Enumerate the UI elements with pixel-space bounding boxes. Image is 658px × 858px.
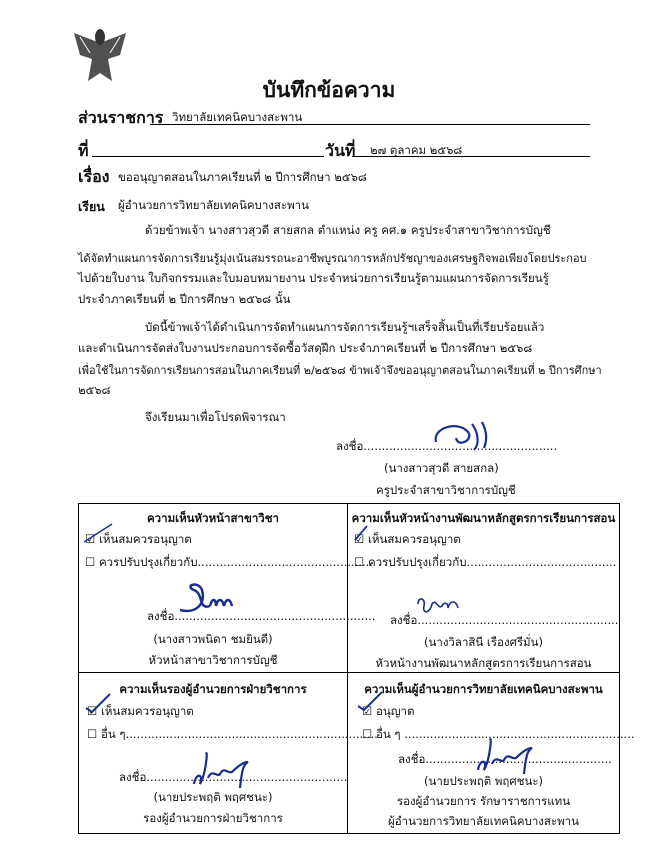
body-line: ประจำภาคเรียนที่ ๒ ปีการศึกษา ๒๕๖๘ นั้น <box>78 292 291 306</box>
sign-line: ลงชื่อ....................................................... <box>119 770 348 784</box>
approve-checkbox[interactable]: ☑ เห็นสมควรอนุญาต <box>85 532 192 546</box>
check-mark-icon <box>352 524 372 544</box>
signer-name: (นางวิลาสินี เรืองศรีมั่น) <box>424 635 543 649</box>
subject-label: เรื่อง <box>78 167 110 186</box>
date-label: วันที่ <box>325 141 356 160</box>
body-line: จึงเรียนมาเพื่อโปรดพิจารณา <box>145 410 286 424</box>
signer-position: ครูประจำสาขาวิชาการบัญชี <box>376 483 516 497</box>
body-line: บัดนี้ข้าพเจ้าได้ดำเนินการจัดทำแผนการจัดการเรียนรู้ฯเสร็จสิ้นเป็นที่เรียบร้อยแล้ว <box>145 320 545 334</box>
signature-image <box>414 594 464 618</box>
body-line: ๒๕๖๘ <box>78 383 111 397</box>
to-label: เรียน <box>78 199 105 214</box>
opinion-title: ความเห็นหัวหน้าสาขาวิชา <box>146 511 279 525</box>
sign-line: ลงชื่อ................................................... <box>398 752 612 766</box>
body-line: และดำเนินการจัดส่งใบงานประกอบการจัดซื้อวัสดุฝึก ประจำภาคเรียนที่ ๒ ปีการศึกษา ๒๕๖๘ <box>78 341 533 355</box>
other-checkbox[interactable]: ☐ อื่น ๆ..................................................................... <box>87 727 378 741</box>
other-checkbox[interactable]: ☐ อื่น ๆ ............................................................... <box>362 727 635 741</box>
body-line: เพื่อใช้ในการจัดการเรียนการสอนในภาคเรียนที่ ๒/๒๕๖๘ ข้าพเจ้าจึงขออนุญาตสอนในภาคเรียนที่ ๒ ปีการศึกษา <box>78 364 602 377</box>
signer-position-2: ผู้อำนวยการวิทยาลัยเทคนิคบางสะพาน <box>387 814 579 828</box>
check-mark-icon <box>84 692 114 716</box>
sign-line: ลงชื่อ....................................................... <box>390 613 619 627</box>
body-line: ไปด้วยใบงาน ใบกิจกรรมและใบมอบหมายงาน ประจำหน่วยการเรียนรู้ตามแผนการจัดการเรียนรู้ <box>78 271 549 285</box>
check-mark-icon <box>82 522 122 544</box>
body-line: ด้วยข้าพเจ้า นางสาวสุวดี สายสกล ตำแหน่ง ครู คศ.๑ ครูประจำสาขาวิชาการบัญชี <box>145 223 551 237</box>
sign-line: ลงชื่อ....................................................... <box>147 609 376 623</box>
opinion-title: ความเห็นรองผู้อำนวยการฝ่ายวิชาการ <box>119 682 307 696</box>
improve-checkbox[interactable]: ☐ ควรปรับปรุงเกี่ยวกับ......................................... <box>354 555 617 569</box>
signature-image <box>474 730 538 776</box>
improve-checkbox[interactable]: ☐ ควรปรับปรุงเกี่ยวกับ................................................ <box>85 555 373 569</box>
subject-value: ขออนุญาตสอนในภาคเรียนที่ ๒ ปีการศึกษา ๒๕๖๘ <box>118 170 367 184</box>
opinion-title: ความเห็นหัวหน้างานพัฒนาหลักสูตรการเรียนการสอน <box>351 511 616 525</box>
opinion-title: ความเห็นผู้อำนวยการวิทยาลัยเทคนิคบางสะพาน <box>364 682 603 696</box>
signer-position: รองผู้อำนวยการฝ่ายวิชาการ <box>143 811 283 825</box>
dept-label: ส่วนราชการ <box>78 108 164 127</box>
signature-image <box>190 744 254 790</box>
opinion-box-curriculum-head <box>347 503 620 673</box>
signature-image <box>176 580 236 616</box>
dept-value: วิทยาลัยเทคนิคบางสะพาน <box>172 110 303 124</box>
sign-line: ลงชื่อ..................................................... <box>336 439 558 453</box>
signer-name: (นายประพฤติ พฤศชนะ) <box>423 774 544 788</box>
approve-checkbox[interactable]: ☑ อนุญาต <box>362 704 415 718</box>
memo-title: บันทึกข้อความ <box>262 78 396 102</box>
signer-position: หัวหน้างานพัฒนาหลักสูตรการเรียนการสอน <box>375 656 592 670</box>
signature-image <box>428 418 498 454</box>
signer-name: (นางสาวพนิดา ชมยินดี) <box>153 632 273 646</box>
signer-name: (นายประพฤติ พฤศชนะ) <box>153 790 273 804</box>
approve-checkbox[interactable]: ☑ เห็นสมควรอนุญาต <box>87 704 194 718</box>
check-mark-icon <box>356 690 386 714</box>
approve-checkbox[interactable]: ☑ เห็นสมควรอนุญาต <box>354 532 461 546</box>
date-value: ๒๗ ตุลาคม ๒๕๖๘ <box>370 143 463 157</box>
body-line: ได้จัดทำแผนการจัดการเรียนรู้มุ่งเน้นสมรรถนะอาชีพบูรณาการหลักปรัชญาของเศรษฐกิจพอเพียงโดยประกอบ <box>78 252 587 265</box>
to-value: ผู้อำนวยการวิทยาลัยเทคนิคบางสะพาน <box>118 198 310 212</box>
signer-name: (นางสาวสุวดี สายสกล) <box>384 461 499 475</box>
signer-position: รองผู้อำนวยการ รักษาราชการแทน <box>396 794 571 808</box>
signer-position: หัวหน้าสาขาวิชาการบัญชี <box>148 653 278 667</box>
no-label: ที่ <box>78 141 89 160</box>
